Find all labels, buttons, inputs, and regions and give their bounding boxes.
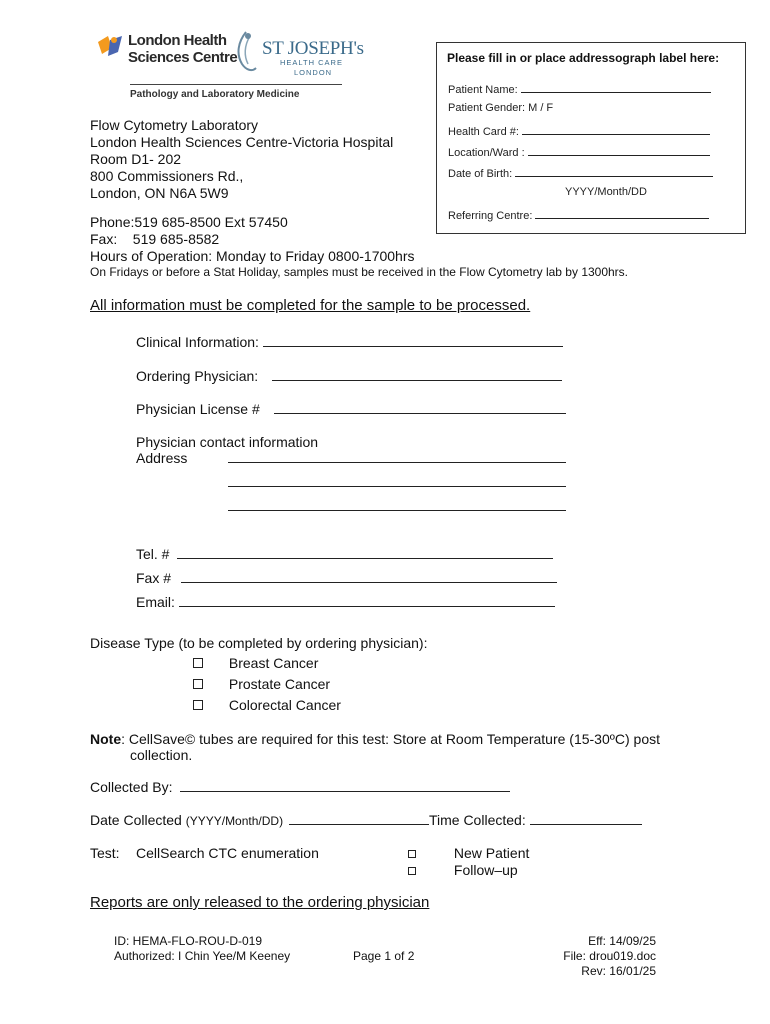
st-josephs-title: ST JOSEPH's bbox=[262, 38, 364, 59]
checkbox-breast-cancer[interactable] bbox=[193, 658, 203, 668]
lhsc-logo-icon bbox=[96, 34, 126, 64]
patient-gender-label: Patient Gender: M / F bbox=[448, 102, 554, 114]
physician-license-label: Physician License # bbox=[136, 401, 260, 417]
note-text-line1: : CellSave© tubes are required for this test: Store at Room Temperature (15-30ºC) post bbox=[121, 731, 660, 747]
dob-format-hint: YYYY/Month/DD bbox=[565, 186, 647, 198]
email-line[interactable] bbox=[179, 595, 555, 607]
clinical-info-line[interactable] bbox=[263, 335, 563, 347]
follow-up-label: Follow–up bbox=[453, 862, 518, 878]
dob-line[interactable] bbox=[515, 165, 713, 177]
health-card-label: Health Card #: bbox=[448, 126, 519, 138]
prostate-cancer-label: Prostate Cancer bbox=[228, 676, 331, 692]
friday-note: On Fridays or before a Stat Holiday, samples must be received in the Flow Cytometry lab by 1300hrs. bbox=[90, 265, 629, 279]
st-josephs-subtitle-1: HEALTH CARE bbox=[280, 58, 343, 67]
form-heading: All information must be completed for the sample to be processed. bbox=[90, 297, 531, 314]
disease-option-breast[interactable] bbox=[193, 655, 318, 672]
follow-up-option[interactable] bbox=[408, 862, 518, 879]
physician-license-field[interactable] bbox=[136, 401, 566, 418]
colorectal-cancer-label: Colorectal Cancer bbox=[228, 697, 341, 713]
footer-right bbox=[563, 934, 656, 979]
patient-name-label: Patient Name: bbox=[448, 84, 518, 96]
st-josephs-figure-icon bbox=[232, 28, 262, 76]
ordering-physician-label: Ordering Physician: bbox=[136, 368, 259, 384]
address-label: Address bbox=[136, 450, 188, 466]
patient-name-field[interactable] bbox=[448, 81, 711, 96]
test-name: CellSearch CTC enumeration bbox=[136, 845, 319, 861]
address-line-3[interactable] bbox=[228, 499, 566, 511]
revision-date: Rev: 16/01/25 bbox=[581, 964, 656, 978]
lab-room: Room D1- 202 bbox=[90, 151, 182, 167]
reports-note: Reports are only released to the ordering physician bbox=[90, 894, 430, 911]
physician-contact-label: Physician contact information bbox=[136, 434, 319, 450]
addressograph-heading: Please fill in or place addressograph label here: bbox=[447, 51, 720, 65]
disease-heading: Disease Type (to be completed by ordering physician): bbox=[90, 635, 428, 651]
disease-option-prostate[interactable] bbox=[193, 676, 330, 693]
lab-address-block bbox=[90, 117, 393, 202]
lab-hours: Hours of Operation: Monday to Friday 0800-1700hrs bbox=[90, 248, 415, 264]
dob-field[interactable] bbox=[448, 165, 713, 180]
note-label: Note bbox=[90, 731, 122, 747]
addressograph-box[interactable] bbox=[436, 42, 746, 234]
cellsave-note bbox=[90, 731, 660, 748]
time-collected-label: Time Collected: bbox=[428, 812, 526, 828]
fax-label: Fax: bbox=[90, 231, 118, 247]
date-collected-format: (YYYY/Month/DD) bbox=[185, 814, 284, 828]
date-collected-field[interactable] bbox=[90, 812, 642, 829]
ordering-physician-line[interactable] bbox=[272, 369, 562, 381]
checkbox-colorectal-cancer[interactable] bbox=[193, 700, 203, 710]
department-name: Pathology and Laboratory Medicine bbox=[130, 89, 300, 100]
authorized-by: Authorized: I Chin Yee/M Keeney bbox=[114, 949, 291, 963]
logo-divider bbox=[130, 84, 342, 85]
effective-date: Eff: 14/09/25 bbox=[588, 934, 656, 948]
location-ward-field[interactable] bbox=[448, 144, 710, 159]
health-card-field[interactable] bbox=[448, 123, 710, 138]
location-ward-line[interactable] bbox=[528, 144, 710, 156]
collected-by-label: Collected By: bbox=[90, 779, 173, 795]
time-collected-line[interactable] bbox=[530, 813, 642, 825]
date-collected-label: Date Collected bbox=[90, 812, 182, 828]
phone-label: Phone: bbox=[90, 214, 135, 230]
fax-line[interactable] bbox=[181, 571, 557, 583]
st-josephs-subtitle-2: LONDON bbox=[294, 68, 333, 77]
test-label: Test: bbox=[90, 845, 120, 861]
fax-number: 519 685-8582 bbox=[132, 231, 220, 247]
lab-street: 800 Commissioners Rd., bbox=[90, 168, 244, 184]
note-text-line2: collection. bbox=[130, 747, 193, 763]
email-field[interactable] bbox=[136, 594, 555, 611]
physician-license-line[interactable] bbox=[274, 402, 566, 414]
tel-line[interactable] bbox=[177, 547, 553, 559]
patient-name-line[interactable] bbox=[521, 81, 711, 93]
checkbox-follow-up[interactable] bbox=[408, 867, 416, 875]
lab-city: London, ON N6A 5W9 bbox=[90, 185, 229, 201]
address-line-2[interactable] bbox=[228, 475, 566, 487]
disease-option-colorectal[interactable] bbox=[193, 697, 341, 714]
email-label: Email: bbox=[136, 594, 175, 610]
lab-phone bbox=[90, 214, 288, 231]
collected-by-line[interactable] bbox=[180, 780, 510, 792]
collected-by-field[interactable] bbox=[90, 779, 510, 796]
lab-name: Flow Cytometry Laboratory bbox=[90, 117, 259, 133]
new-patient-option[interactable] bbox=[408, 845, 529, 862]
clinical-info-label: Clinical Information: bbox=[136, 334, 259, 350]
page-number: Page 1 of 2 bbox=[353, 949, 415, 963]
footer-left bbox=[114, 934, 290, 964]
phone-number: 519 685-8500 Ext 57450 bbox=[134, 214, 288, 230]
tel-field[interactable] bbox=[136, 546, 553, 563]
date-collected-line[interactable] bbox=[289, 813, 429, 825]
referring-centre-field[interactable] bbox=[448, 207, 709, 222]
new-patient-label: New Patient bbox=[453, 845, 530, 861]
lab-fax bbox=[90, 231, 219, 248]
checkbox-prostate-cancer[interactable] bbox=[193, 679, 203, 689]
lhsc-name-line1: London Health bbox=[128, 32, 227, 49]
health-card-line[interactable] bbox=[522, 123, 710, 135]
lab-hospital: London Health Sciences Centre-Victoria Hospital bbox=[90, 134, 394, 150]
checkbox-new-patient[interactable] bbox=[408, 850, 416, 858]
referring-centre-line[interactable] bbox=[535, 207, 709, 219]
fax-field[interactable] bbox=[136, 570, 557, 587]
fax-field-label: Fax # bbox=[136, 570, 172, 586]
referring-centre-label: Referring Centre: bbox=[448, 210, 533, 222]
dob-label: Date of Birth: bbox=[448, 168, 513, 180]
address-line-1[interactable] bbox=[228, 451, 566, 463]
document-id: ID: HEMA-FLO-ROU-D-019 bbox=[114, 934, 263, 948]
ordering-physician-field[interactable] bbox=[136, 368, 562, 385]
lhsc-name-line2: Sciences Centre bbox=[128, 49, 238, 66]
tel-label: Tel. # bbox=[136, 546, 170, 562]
breast-cancer-label: Breast Cancer bbox=[228, 655, 319, 671]
clinical-info-field[interactable] bbox=[136, 334, 563, 351]
location-ward-label: Location/Ward : bbox=[448, 147, 525, 159]
file-name: File: drou019.doc bbox=[563, 949, 656, 963]
